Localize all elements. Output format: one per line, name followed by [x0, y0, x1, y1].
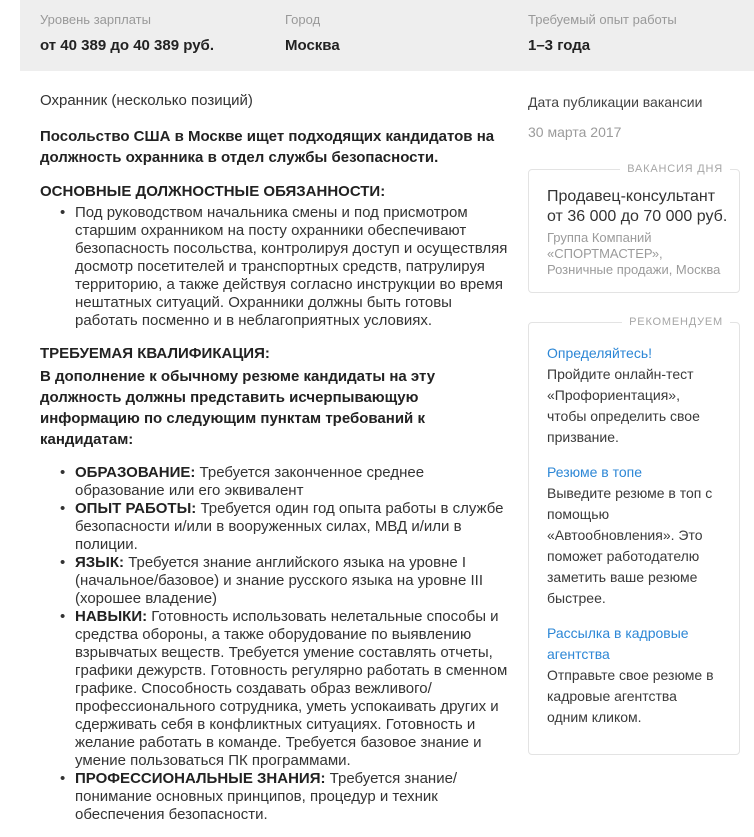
- list-item: [75, 770, 508, 824]
- requirement-text: Требуется один год опыта работы в службе безопасности и/или в вооруженных силах, МВД и/или в полиции.: [75, 500, 504, 553]
- recommend-text: Выведите резюме в топ с помощью «Автообновления». Это поможет работодателю заметить ваше резюме быстрее.: [547, 485, 713, 606]
- list-item: [75, 500, 508, 554]
- recommend-item: [547, 343, 721, 448]
- qualification-intro: В дополнение к обычному резюме кандидаты на эту должность должны представить исчерпывающую информацию по следующим пунктам требований к кандидатам:: [40, 368, 436, 448]
- recommend-text: Отправьте свое резюме в кадровые агентства одним кликом.: [547, 667, 714, 725]
- vacancy-summary-bar: [20, 0, 754, 71]
- recommend-box: [528, 316, 740, 755]
- publication-date-label: Дата публикации вакансии: [528, 94, 703, 110]
- duties-list: [40, 204, 508, 330]
- salary-label: Уровень зарплаты: [40, 12, 151, 27]
- job-intro: Посольство США в Москве ищет подходящих кандидатов на должность охранника в отдел службы безопасности.: [40, 128, 495, 166]
- list-item: [75, 204, 508, 330]
- experience-summary: [528, 12, 754, 54]
- publication-date-value: 30 марта 2017: [528, 124, 622, 140]
- city-value: Москва: [285, 37, 340, 54]
- duty-text: Под руководством начальника смены и под присмотром старшим охранником на посту охранники обеспечивают безопасность посольства, контролируя доступ и осуществляя досмотр посетителей и транспортных средств, патрулируя территорию, а также действуя согласно инструкции во время нештатных ситуаций. Охранники должны быть готовы работать посменно и в неблагоприятных условиях.: [75, 204, 508, 329]
- city-summary: [285, 12, 528, 54]
- recommend-text: Пройдите онлайн-тест «Профориентация», чтобы определить свое призвание.: [547, 366, 700, 445]
- recommend-item: [547, 623, 721, 728]
- list-item: [75, 608, 508, 770]
- list-item: [75, 554, 508, 608]
- vacancy-description: [40, 71, 508, 837]
- experience-label: Требуемый опыт работы: [528, 12, 677, 27]
- requirement-text: Требуется знание английского языка на уровне I (начальное/базовое) и знание русского языка на уровне III (хорошее владение): [75, 554, 483, 607]
- requirement-label: ПРОФЕССИОНАЛЬНЫЕ ЗНАНИЯ:: [75, 770, 326, 787]
- vacancy-of-day-title-link[interactable]: Продавец-консультант: [547, 188, 716, 205]
- job-title: Охранник (несколько позиций): [40, 92, 253, 109]
- recommend-link-resume-top[interactable]: Резюме в топе: [547, 464, 642, 480]
- qualification-list: [40, 464, 508, 824]
- recommend-link-agency-mailing[interactable]: Рассылка в кадровые агентства: [547, 625, 689, 662]
- sidebar: [528, 71, 740, 837]
- recommend-link-career-test[interactable]: Определяйтесь!: [547, 345, 653, 361]
- salary-value: от 40 389 до 40 389 руб.: [40, 37, 214, 54]
- vacancy-of-day-legend: ВАКАНСИЯ ДНЯ: [620, 163, 730, 175]
- requirement-label: НАВЫКИ:: [75, 608, 148, 625]
- requirement-text: Готовность использовать нелетальные способы и средства обороны, а также оборудование по выявлению взрывчатых веществ. Требуется умение составлять отчеты, графики дежурств. Готовность регулярно работать в сменном графике. Способность создавать образ вежливого/ профессионального сотрудника, уметь успокаивать других и сдерживать себя в конфликтных ситуациях. Готовность и желание работать в команде. Требуется базовое знание и умение пользоваться ПК программами.: [75, 608, 508, 769]
- vacancy-of-day-salary: от 36 000 до 70 000 руб.: [547, 208, 728, 225]
- recommend-item: [547, 462, 721, 609]
- requirement-label: ЯЗЫК:: [75, 554, 125, 571]
- section-heading-duties: ОСНОВНЫЕ ДОЛЖНОСТНЫЕ ОБЯЗАННОСТИ:: [40, 183, 386, 200]
- vacancy-of-day-company: Группа Компаний «СПОРТМАСТЕР», Розничные продажи, Москва: [547, 230, 721, 277]
- requirement-text: Требуется законченное среднее образование или его эквивалент: [75, 464, 425, 499]
- requirement-label: ОПЫТ РАБОТЫ:: [75, 500, 197, 517]
- experience-value: 1–3 года: [528, 37, 591, 54]
- page-content: [0, 71, 754, 837]
- requirement-label: ОБРАЗОВАНИЕ:: [75, 464, 196, 481]
- recommend-legend: РЕКОМЕНДУЕМ: [622, 316, 730, 328]
- vacancy-of-day-box[interactable]: [528, 163, 740, 293]
- city-label: Город: [285, 12, 321, 27]
- requirement-text: Требуется знание/понимание основных принципов, процедур и техник обеспечения безопасности.: [75, 770, 458, 823]
- salary-summary: [40, 12, 285, 54]
- section-heading-qualification: ТРЕБУЕМАЯ КВАЛИФИКАЦИЯ:: [40, 345, 270, 362]
- list-item: [75, 464, 508, 500]
